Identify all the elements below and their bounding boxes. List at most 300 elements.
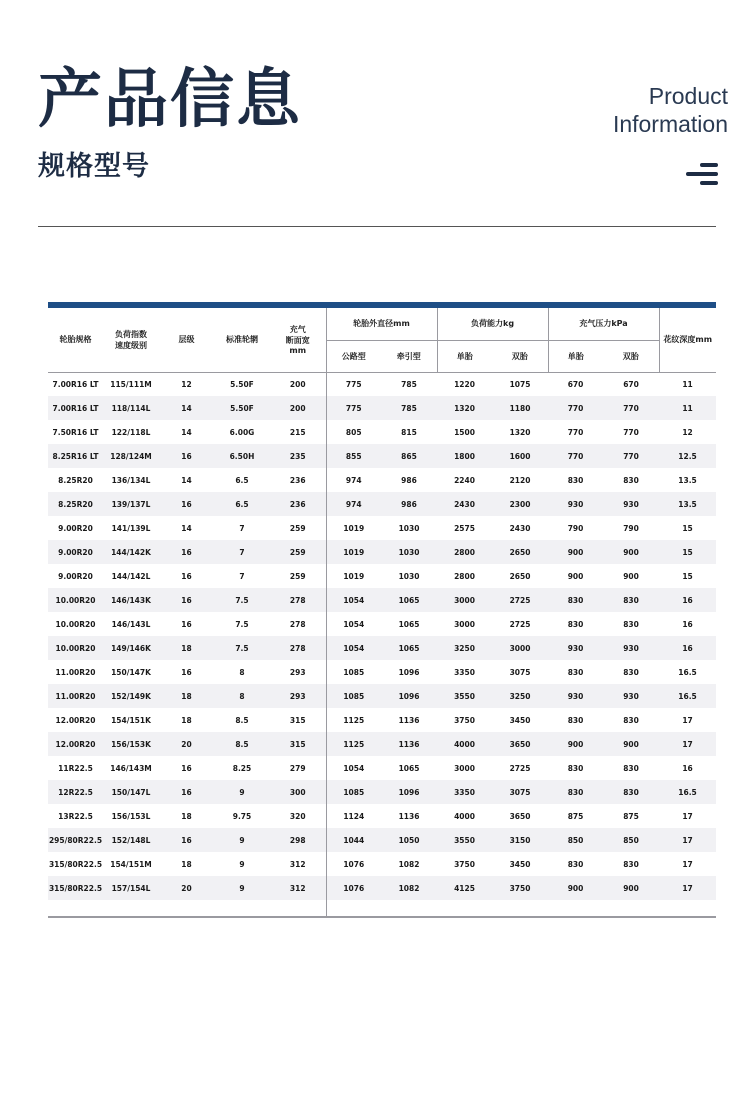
table-cell: 236: [289, 475, 306, 485]
table-cell: 16: [159, 828, 214, 852]
table-cell: 2650: [492, 540, 548, 564]
col-rim: 标准轮辋: [214, 308, 270, 372]
table-cell: 293: [270, 684, 326, 708]
table-cell: 1054: [326, 612, 381, 636]
table-cell: 830: [623, 763, 639, 773]
table-cell: 7.00R16 LT: [52, 379, 99, 389]
table-cell: 2430: [509, 523, 531, 533]
header-divider: [38, 226, 716, 227]
table-cell: 5.50F: [230, 379, 254, 389]
table-cell: 18: [181, 811, 192, 821]
table-cell: 1320: [437, 396, 492, 420]
table-cell: 6.5: [235, 475, 249, 485]
table-cell: 315/80R22.5: [48, 859, 103, 869]
table-cell: 6.50H: [214, 444, 270, 468]
table-cell: 8.25R16 LT: [48, 444, 103, 468]
table-cell: 9: [214, 780, 270, 804]
table-cell: 278: [270, 636, 326, 660]
col-diameter-traction: 牵引型: [381, 340, 437, 372]
table-cell: 16: [159, 540, 214, 564]
table-cell: 974: [326, 468, 381, 492]
table-cell: 17: [682, 859, 693, 869]
table-row: [48, 804, 716, 828]
english-title-line2: Information: [612, 111, 728, 137]
table-row: [48, 732, 716, 756]
table-cell: 8.5: [214, 732, 270, 756]
table-cell: 18: [181, 859, 192, 869]
table-cell: 2650: [509, 571, 531, 581]
table-cell: 7: [239, 571, 245, 581]
table-cell: 830: [567, 667, 584, 677]
table-cell: 770: [567, 427, 584, 437]
table-cell: 16: [181, 571, 192, 581]
table-cell: 215: [289, 427, 306, 437]
table-cell: 16.5: [678, 667, 697, 677]
table-cell: 14: [181, 475, 192, 485]
table-cell: 770: [548, 396, 603, 420]
table-cell: 1019: [326, 564, 381, 588]
table-row: [48, 516, 716, 540]
table-cell: 17: [659, 876, 716, 900]
menu-icon[interactable]: [686, 163, 718, 185]
table-cell: 930: [603, 636, 659, 660]
table-cell: 930: [548, 492, 603, 516]
table-cell: 6.5: [214, 492, 270, 516]
table-cell: 986: [401, 475, 417, 485]
table-cell: 7.5: [235, 619, 249, 629]
table-cell: 1054: [326, 756, 381, 780]
table-cell: 830: [623, 667, 639, 677]
table-cell: 11.00R20: [55, 667, 96, 677]
table-cell: 770: [603, 396, 659, 420]
table-bottom-line: [48, 916, 716, 918]
table-cell: 3075: [509, 667, 531, 677]
table-cell: 900: [567, 571, 584, 581]
table-cell: 16.5: [659, 780, 716, 804]
table-cell: 16: [181, 667, 192, 677]
table-cell: 830: [603, 588, 659, 612]
table-cell: 11: [659, 396, 716, 420]
page-subtitle: 规格型号: [38, 151, 150, 182]
table-cell: 3000: [454, 763, 475, 773]
table-cell: 156/153K: [103, 732, 159, 756]
table-row: [48, 372, 716, 396]
table-cell: 3550: [437, 684, 492, 708]
col-pressure-single: 单胎: [548, 340, 603, 372]
col-tread-depth: 花纹深度mm: [659, 308, 716, 372]
col-section-width: 充气 断面宽 mm: [270, 308, 326, 372]
table-cell: 1065: [398, 619, 420, 629]
table-cell: 152/148L: [103, 828, 159, 852]
table-cell: 785: [401, 379, 417, 389]
table-cell: 13.5: [659, 492, 716, 516]
table-cell: 830: [623, 859, 639, 869]
table-cell: 900: [623, 571, 639, 581]
table-cell: 14: [181, 523, 192, 533]
table-cell: 3450: [509, 859, 531, 869]
table-cell: 900: [548, 876, 603, 900]
table-cell: 770: [623, 427, 639, 437]
table-cell: 17: [659, 732, 716, 756]
table-cell: 2725: [509, 619, 531, 629]
page-title: 产品信息: [38, 63, 302, 137]
table-cell: 875: [567, 811, 584, 821]
table-cell: 14: [159, 396, 214, 420]
table-cell: 16.5: [659, 684, 716, 708]
table-cell: 141/139L: [111, 523, 151, 533]
table-cell: 3450: [509, 715, 531, 725]
table-cell: 2800: [437, 540, 492, 564]
table-cell: 3650: [509, 811, 531, 821]
table-cell: 900: [603, 732, 659, 756]
table-cell: 12R22.5: [48, 780, 103, 804]
table-cell: 16: [682, 619, 693, 629]
table-cell: 200: [289, 379, 306, 389]
table-cell: 855: [326, 444, 381, 468]
table-cell: 1600: [492, 444, 548, 468]
table-cell: 3000: [454, 619, 475, 629]
table-padding-row: [48, 900, 716, 916]
table-cell: 986: [381, 492, 437, 516]
table-cell: 8.25R20: [48, 492, 103, 516]
english-title-line1: Product: [648, 83, 728, 109]
table-cell: 144/142K: [103, 540, 159, 564]
table-cell: 8.5: [235, 715, 249, 725]
table-row: [48, 684, 716, 708]
table-cell: 1054: [326, 588, 381, 612]
table-cell: 278: [270, 588, 326, 612]
table-cell: 900: [548, 540, 603, 564]
table-cell: 830: [603, 780, 659, 804]
table-cell: 830: [623, 475, 639, 485]
table-cell: 1054: [326, 636, 381, 660]
table-cell: 974: [326, 492, 381, 516]
table-cell: 1136: [398, 715, 420, 725]
table-cell: 670: [623, 379, 639, 389]
table-cell: 670: [567, 379, 584, 389]
table-cell: 830: [623, 715, 639, 725]
table-cell: 1136: [381, 732, 437, 756]
table-cell: 4125: [437, 876, 492, 900]
table-cell: 16: [181, 619, 192, 629]
table-cell: 7.50R16 LT: [52, 427, 99, 437]
table-cell: 770: [603, 444, 659, 468]
table-cell: 900: [548, 732, 603, 756]
table-cell: 1096: [398, 667, 420, 677]
table-cell: 7.5: [214, 588, 270, 612]
table-cell: 11: [682, 379, 693, 389]
table-cell: 12.00R20: [55, 715, 96, 725]
table-cell: 312: [289, 859, 306, 869]
col-group-pressure: 充气压力kPa: [548, 308, 659, 340]
table-cell: 1320: [509, 427, 531, 437]
table-cell: 12.00R20: [48, 732, 103, 756]
table-cell: 1082: [398, 859, 420, 869]
table-cell: 18: [159, 684, 214, 708]
table-cell: 16: [659, 636, 716, 660]
table-cell: 3350: [454, 667, 475, 677]
table-cell: 154/151K: [111, 715, 151, 725]
table-cell: 12: [181, 379, 192, 389]
table-row: [48, 468, 716, 492]
table-cell: 315: [270, 732, 326, 756]
table-cell: 2240: [454, 475, 475, 485]
table-cell: 875: [623, 811, 639, 821]
table-cell: 15: [682, 571, 693, 581]
table-cell: 16: [159, 588, 214, 612]
table-cell: 10.00R20: [48, 588, 103, 612]
table-cell: 154/151M: [110, 859, 152, 869]
table-cell: 3650: [492, 732, 548, 756]
table-cell: 1030: [398, 571, 420, 581]
table-cell: 16: [659, 588, 716, 612]
table-row: [48, 828, 716, 852]
table-cell: 9.00R20: [58, 523, 93, 533]
table-cell: 15: [682, 523, 693, 533]
table-cell: 1044: [326, 828, 381, 852]
table-cell: 790: [567, 523, 584, 533]
table-cell: 320: [289, 811, 306, 821]
col-pressure-dual: 双胎: [603, 340, 659, 372]
table-cell: 1065: [381, 588, 437, 612]
table-cell: 1125: [326, 732, 381, 756]
table-cell: 236: [270, 492, 326, 516]
table-row: [48, 396, 716, 420]
table-cell: 17: [659, 828, 716, 852]
table-cell: 152/149K: [103, 684, 159, 708]
table-cell: 13.5: [678, 475, 697, 485]
table-cell: 1065: [381, 636, 437, 660]
table-cell: 2800: [454, 571, 475, 581]
table-row: [48, 708, 716, 732]
table-cell: 1085: [326, 780, 381, 804]
table-cell: 8: [214, 684, 270, 708]
col-load-dual: 双胎: [492, 340, 548, 372]
table-cell: 1125: [326, 708, 381, 732]
table-cell: 1030: [381, 540, 437, 564]
table-cell: 14: [181, 427, 192, 437]
table-cell: 830: [567, 475, 584, 485]
table-cell: 775: [326, 372, 381, 396]
table-cell: 1800: [437, 444, 492, 468]
table-cell: 11.00R20: [48, 684, 103, 708]
table-cell: 2575: [454, 523, 475, 533]
table-cell: 312: [270, 876, 326, 900]
table-cell: 1180: [492, 396, 548, 420]
table-cell: 259: [289, 523, 306, 533]
table-cell: 930: [548, 636, 603, 660]
table-cell: 830: [623, 619, 639, 629]
table-row: [48, 660, 716, 684]
table-cell: 850: [603, 828, 659, 852]
table-cell: 9: [214, 828, 270, 852]
col-diameter-highway: 公路型: [326, 340, 381, 372]
table-cell: 136/134L: [111, 475, 151, 485]
table-cell: 1075: [509, 379, 531, 389]
col-load-single: 单胎: [437, 340, 492, 372]
col-spec: 轮胎规格: [48, 308, 103, 372]
table-cell: 815: [401, 427, 417, 437]
table-cell: 1030: [398, 523, 420, 533]
table-cell: 3750: [454, 715, 475, 725]
table-cell: 144/142L: [111, 571, 151, 581]
table-cell: 9.75: [232, 811, 252, 821]
table-cell: 146/143M: [110, 763, 152, 773]
table-cell: 259: [289, 571, 306, 581]
table-cell: 278: [289, 619, 306, 629]
table-row: [48, 420, 716, 444]
table-cell: 900: [603, 876, 659, 900]
table-cell: 775: [326, 396, 381, 420]
table-cell: 830: [567, 763, 584, 773]
table-cell: 8.25: [232, 763, 252, 773]
table-cell: 279: [289, 763, 306, 773]
table-cell: 830: [567, 619, 584, 629]
table-cell: 259: [270, 540, 326, 564]
table-cell: 1085: [326, 684, 381, 708]
table-cell: 1076: [326, 876, 381, 900]
table-cell: 150/147K: [111, 667, 151, 677]
table-cell: 1124: [326, 804, 381, 828]
table-row: [48, 756, 716, 780]
table-cell: 146/143K: [103, 588, 159, 612]
table-cell: 9: [239, 859, 245, 869]
table-cell: 235: [270, 444, 326, 468]
table-cell: 7: [214, 540, 270, 564]
table-cell: 3750: [492, 876, 548, 900]
table-cell: 2430: [437, 492, 492, 516]
table-cell: 3750: [454, 859, 475, 869]
table-cell: 20: [159, 876, 214, 900]
table-header: [48, 308, 716, 372]
table-cell: 1136: [398, 811, 420, 821]
table-cell: 12: [682, 427, 693, 437]
col-load-speed: 负荷指数 速度级别: [103, 308, 159, 372]
table-cell: 10.00R20: [55, 619, 96, 629]
table-row: [48, 636, 716, 660]
table-cell: 20: [159, 732, 214, 756]
table-cell: 3075: [492, 780, 548, 804]
table-row: [48, 612, 716, 636]
table-body: [48, 372, 716, 916]
table-cell: 13R22.5: [58, 811, 93, 821]
table-cell: 12.5: [659, 444, 716, 468]
table-row: [48, 444, 716, 468]
table-cell: 2120: [509, 475, 531, 485]
table-cell: 157/154L: [103, 876, 159, 900]
table-cell: 1085: [326, 660, 381, 684]
table-cell: 1082: [381, 876, 437, 900]
table-cell: 139/137L: [103, 492, 159, 516]
table-cell: 7.5: [214, 636, 270, 660]
table-cell: 295/80R22.5: [48, 828, 103, 852]
table-cell: 2725: [509, 763, 531, 773]
table-cell: 15: [659, 540, 716, 564]
table-row: [48, 564, 716, 588]
table-row: [48, 588, 716, 612]
table-cell: 3350: [437, 780, 492, 804]
table-cell: 9.00R20: [48, 540, 103, 564]
table-cell: 7.00R16 LT: [48, 396, 103, 420]
table-cell: 9.00R20: [58, 571, 93, 581]
col-group-diameter: 轮胎外直径mm: [326, 308, 437, 340]
table-row: [48, 876, 716, 900]
table-row: [48, 492, 716, 516]
col-group-load: 负荷能力kg: [437, 308, 548, 340]
table-cell: 4000: [437, 732, 492, 756]
table-cell: 16: [159, 444, 214, 468]
table-cell: 150/147L: [103, 780, 159, 804]
table-cell: 6.00G: [229, 427, 255, 437]
table-cell: 128/124M: [103, 444, 159, 468]
table-cell: 9: [214, 876, 270, 900]
table-cell: 7: [239, 523, 245, 533]
table-cell: 830: [548, 780, 603, 804]
table-cell: 2725: [492, 588, 548, 612]
table-cell: 2300: [492, 492, 548, 516]
table-cell: 156/153L: [111, 811, 151, 821]
table-cell: 865: [381, 444, 437, 468]
table-cell: 900: [603, 540, 659, 564]
table-cell: 200: [270, 396, 326, 420]
table-cell: 830: [567, 859, 584, 869]
table-cell: 16: [682, 763, 693, 773]
table-cell: 1096: [381, 780, 437, 804]
table-cell: 16: [181, 763, 192, 773]
table-cell: 930: [548, 684, 603, 708]
col-ply: 层级: [159, 308, 214, 372]
table-cell: 785: [381, 396, 437, 420]
table-cell: 3000: [492, 636, 548, 660]
english-title: [613, 82, 728, 138]
table-cell: 1019: [326, 540, 381, 564]
table-cell: 3250: [437, 636, 492, 660]
table-cell: 115/111M: [110, 379, 152, 389]
table-cell: 146/143L: [111, 619, 151, 629]
table-cell: 300: [270, 780, 326, 804]
table-cell: 3150: [492, 828, 548, 852]
table-cell: 5.50F: [214, 396, 270, 420]
table-cell: 3000: [437, 588, 492, 612]
table-cell: 1065: [398, 763, 420, 773]
table-row: [48, 780, 716, 804]
table-cell: 3250: [492, 684, 548, 708]
table-cell: 1500: [454, 427, 475, 437]
table-cell: 830: [548, 588, 603, 612]
table-cell: 17: [682, 811, 693, 821]
table-cell: 8.25R20: [58, 475, 93, 485]
table-cell: 11R22.5: [58, 763, 93, 773]
table-cell: 3550: [437, 828, 492, 852]
table-cell: 930: [603, 492, 659, 516]
spec-table: [48, 302, 716, 918]
table-cell: 149/146K: [103, 636, 159, 660]
table-cell: 118/114L: [103, 396, 159, 420]
table-cell: 930: [603, 684, 659, 708]
table-cell: 1076: [326, 852, 381, 876]
table-cell: 315: [289, 715, 306, 725]
table-cell: 1050: [381, 828, 437, 852]
table-cell: 4000: [454, 811, 475, 821]
table-cell: 850: [548, 828, 603, 852]
table-cell: 293: [289, 667, 306, 677]
table-cell: 315/80R22.5: [48, 876, 103, 900]
table-cell: 17: [682, 715, 693, 725]
table-cell: 18: [159, 636, 214, 660]
table-row: [48, 852, 716, 876]
table-cell: 16: [159, 492, 214, 516]
table-cell: 298: [270, 828, 326, 852]
